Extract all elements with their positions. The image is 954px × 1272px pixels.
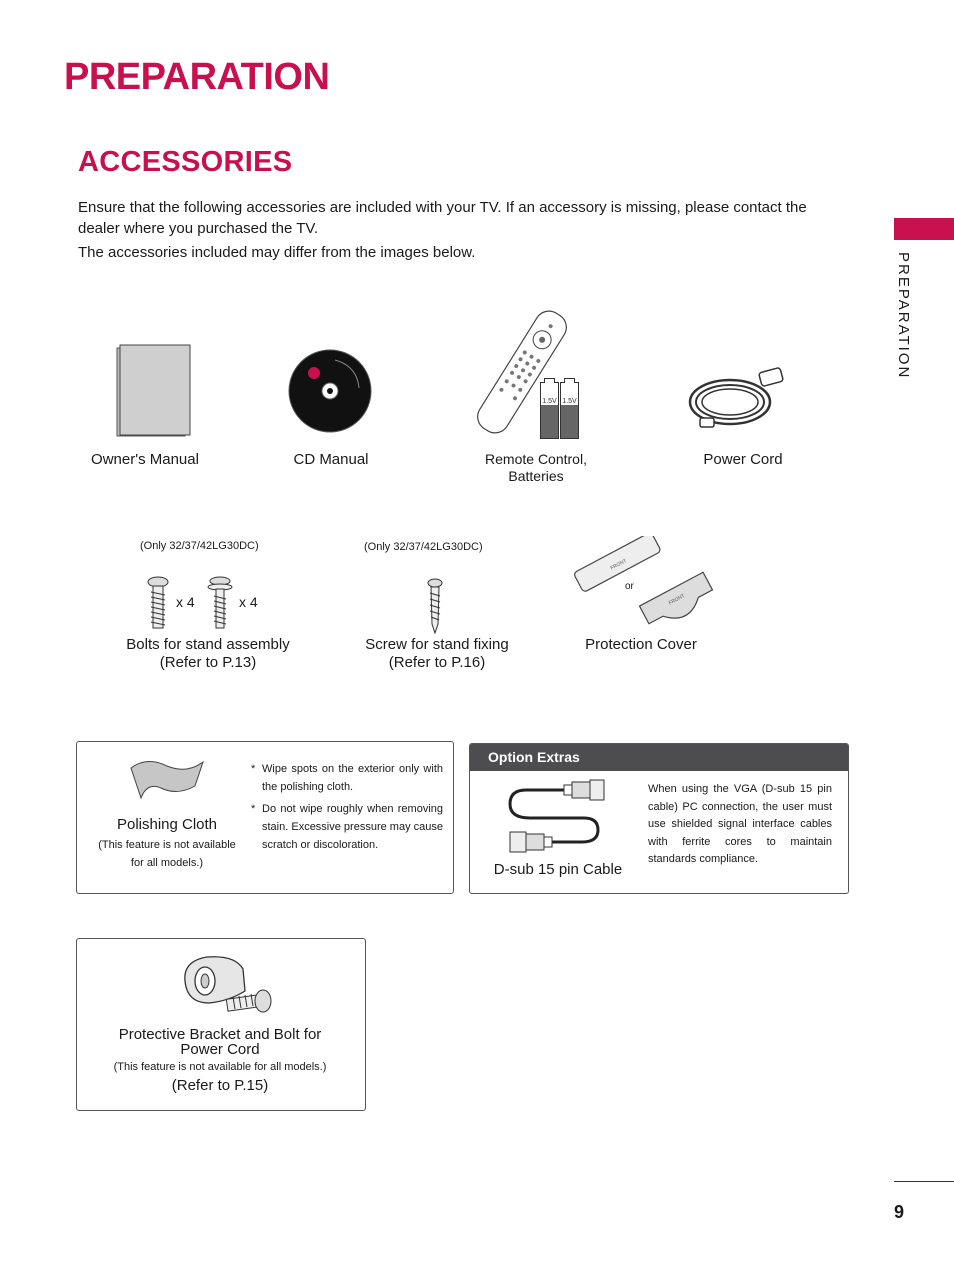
cover-front-text-2: FRONT (667, 593, 686, 607)
screw-label (348, 636, 526, 672)
page-number-rule (894, 1181, 954, 1182)
bracket-box (76, 938, 366, 1111)
bracket-note: (This feature is not available for all models.) (113, 1061, 327, 1073)
bullet-text-1: Wipe spots on the exterior only with the polishing cloth. (262, 763, 443, 793)
battery-2-tip (564, 378, 575, 383)
owners-manual-icon (116, 344, 194, 440)
intro-line-1: Ensure that the following accessories are included with your TV. If an accessory is missing, please contact the dealer where you purchased the TV. (78, 199, 807, 237)
option-extras-header: Option Extras (470, 744, 848, 771)
batteries-icon (538, 378, 582, 438)
owners-manual-label: Owner's Manual (91, 451, 199, 468)
cd-manual-icon (287, 348, 373, 434)
bolts-quantity-a: x 4 (176, 594, 195, 610)
power-cord-label: Power Cord (703, 451, 783, 468)
dsub-cable-icon (506, 778, 610, 854)
bolts-model-note: (Only 32/37/42LG30DC) (140, 540, 259, 552)
polishing-cloth-note: (This feature is not available for all models.) (98, 839, 236, 869)
bracket-bolt-icon (179, 951, 275, 1017)
bracket-title-line-2: Power Cord (180, 1041, 260, 1058)
battery-1: 1.5V (540, 382, 559, 439)
bolt-with-washer-icon (206, 576, 234, 630)
bracket-title (87, 1027, 353, 1057)
screw-icon (426, 578, 444, 634)
page-number: 9 (894, 1202, 905, 1222)
polishing-cloth-icon (127, 756, 207, 802)
section-title: ACCESSORIES (78, 146, 293, 178)
bullet-star: * (251, 803, 256, 815)
side-tab-marker (894, 218, 954, 240)
protection-cover-label: Protection Cover (585, 636, 697, 653)
bracket-title-line-1: Protective Bracket and Bolt for (118, 1026, 322, 1043)
screw-label-line-1: Screw for stand fixing (365, 636, 509, 653)
page-title: PREPARATION (64, 56, 330, 98)
battery-1-tip (544, 378, 555, 383)
battery-2: 1.5V (560, 382, 579, 439)
power-cord-icon (684, 366, 794, 432)
side-tab-label: PREPARATION (895, 252, 912, 380)
bullet-item-2 (251, 800, 443, 854)
protection-cover-or: or (625, 581, 634, 592)
remote-control-label (466, 451, 606, 485)
vga-connection-note: When using the VGA (D-sub 15 pin cable) PC connection, the user must use shielded signal interface cables with ferrite cores to maintain standards compliance. (648, 783, 832, 866)
cd-manual-label: CD Manual (293, 451, 369, 468)
dsub-cable-label: D-sub 15 pin Cable (493, 861, 623, 878)
bullet-star: * (251, 763, 256, 775)
remote-label-line-2: Batteries (508, 468, 564, 484)
bolts-label-line-2: (Refer to P.13) (159, 654, 257, 671)
bolts-label-line-1: Bolts for stand assembly (126, 636, 290, 653)
polishing-cloth-bullets (251, 760, 443, 858)
screw-label-line-2: (Refer to P.16) (388, 654, 486, 671)
bolt-icon (144, 576, 172, 630)
cover-front-text-1: FRONT (609, 558, 628, 572)
polishing-cloth-box (76, 741, 454, 894)
intro-text (78, 197, 834, 263)
bolts-quantity-b: x 4 (239, 594, 258, 610)
remote-label-line-1: Remote Control, (485, 451, 587, 467)
bracket-reference: (Refer to P.15) (171, 1077, 269, 1094)
bullet-item-1 (251, 760, 443, 796)
screw-model-note: (Only 32/37/42LG30DC) (364, 541, 483, 553)
intro-line-2: The accessories included may differ from the images below. (78, 244, 476, 261)
bullet-text-2: Do not wipe roughly when removing stain. Excessive pressure may cause scratch or discoloration. (262, 803, 443, 851)
bolts-label (108, 636, 308, 672)
protection-cover-icon (572, 536, 722, 630)
polishing-cloth-title: Polishing Cloth (116, 816, 218, 833)
